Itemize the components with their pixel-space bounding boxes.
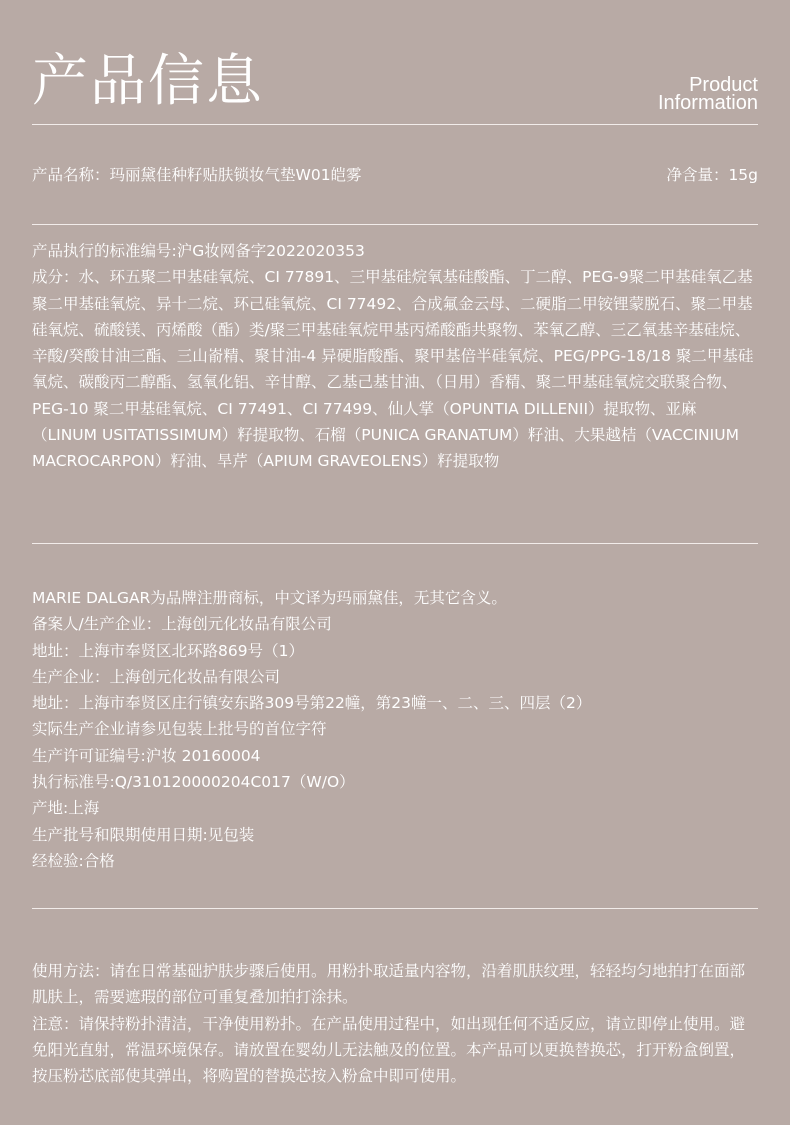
divider [32, 124, 758, 125]
net-content: 净含量：15g [666, 166, 758, 184]
page-title-english [658, 76, 758, 112]
usage-caution: 注意：请保持粉扑清洁，干净使用粉扑。在产品使用过程中，如出现任何不适反应，请立即停止使用。避免阳光直射，常温环境保存。请放置在婴幼儿无法触及的位置。本产品可以更换替换芯，打开粉盒倒置，按压粉芯底部使其弹出，将购置的替换芯按入粉盒中即可使用。 [32, 1014, 746, 1086]
company-line: 产地:上海 [32, 799, 100, 818]
divider [32, 224, 758, 225]
title-en-line1: Product [689, 74, 758, 96]
product-name-row [32, 162, 758, 188]
company-line: 实际生产企业请参见包装上批号的首位字符 [32, 720, 327, 739]
company-line: 经检验:合格 [32, 851, 115, 870]
company-line: 地址：上海市奉贤区北环路869号（1） [32, 641, 304, 660]
standard-number: 产品执行的标准编号:沪G妆网备字2022020353 [32, 242, 365, 260]
usage-section [32, 958, 760, 1089]
ingredients-section [32, 238, 760, 475]
company-line: 生产企业：上海创元化妆品有限公司 [32, 667, 281, 686]
page-title: 产品信息 [32, 49, 264, 114]
company-line: 备案人/生产企业：上海创元化妆品有限公司 [32, 615, 332, 634]
company-line: 生产批号和限期使用日期:见包装 [32, 825, 255, 844]
divider [32, 543, 758, 544]
usage-method: 使用方法：请在日常基础护肤步骤后使用。用粉扑取适量内容物，沿着肌肤纹理，轻轻均匀地拍打在面部肌肤上，需要遮瑕的部位可重复叠加拍打涂抹。 [32, 962, 746, 1007]
ingredients-text: 成分：水、环五聚二甲基硅氧烷、CI 77891、三甲基硅烷氧基硅酸酯、丁二醇、PEG-9聚二甲基硅氧乙基聚二甲基硅氧烷、异十二烷、环己硅氧烷、CI 77492、合成氟金云母、二硬脂二甲铵锂蒙脱石、聚二甲基硅氧烷、硫酸镁、丙烯酸（酯）类/聚三甲基硅氧烷甲基丙烯酸酯共聚物、苯氧乙醇、三乙氧基辛基硅烷、辛酸/癸酸甘油三酯、三山嵛精、聚甘油-4 异硬脂酸酯、聚甲基倍半硅氧烷、PEG/PPG-18/18 聚二甲基硅氧烷、碳酸丙二醇酯、氢氧化铝、辛甘醇、乙基己基甘油、（日用）香精、聚二甲基硅氧烷交联聚合物、PEG-10 聚二甲基硅氧烷、CI 77491、CI 77499、仙人掌（OPUNTIA DILLENII）提取物、亚麻（LINUM USITATISSIMUM）籽提取物、石榴（PUNICA GRANATUM）籽油、大果越桔（VACCINIUM MACROCARPON）籽油、旱芹（APIUM GRAVEOLENS）籽提取物 [32, 268, 754, 471]
product-name: 产品名称：玛丽黛佳种籽贴肤锁妆气垫W01皑雾 [32, 166, 362, 184]
company-line: 地址：上海市奉贤区庄行镇安东路309号第22幢，第23幢一、二、三、四层（2） [32, 694, 592, 713]
title-en-line2: Information [657, 92, 758, 114]
divider [32, 908, 758, 909]
company-line: 执行标准号:Q/310120000204C017（W/O） [32, 773, 355, 792]
company-line: MARIE DALGAR为品牌注册商标，中文译为玛丽黛佳，无其它含义。 [32, 589, 507, 607]
company-section [32, 585, 760, 874]
company-line: 生产许可证编号:沪妆 20160004 [32, 746, 261, 765]
